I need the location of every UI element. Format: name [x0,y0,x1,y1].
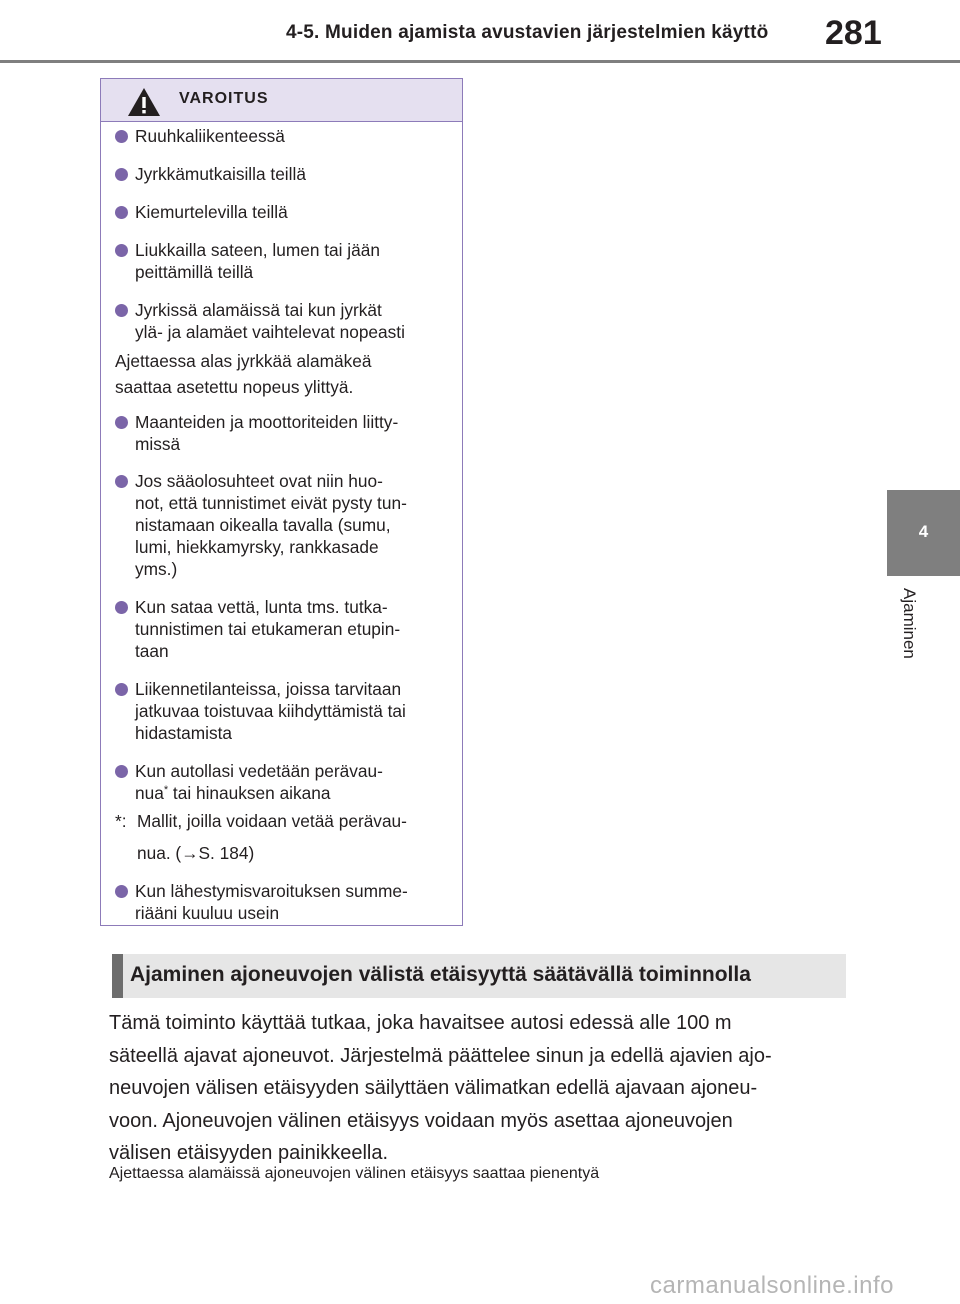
list-item: Liukkailla sateen, lumen tai jään peittämillä teillä [115,239,455,283]
footnote-reference: * [163,784,169,796]
footnote-mark: *: [115,811,127,831]
chapter-number: 4 [918,522,929,541]
list-item: Maanteiden ja moottoriteiden liitty- missä [115,411,455,455]
list-item: Jyrkissä alamäissä tai kun jyrkät ylä- ja alamäet vaihtelevat nopeasti [115,299,455,343]
warning-title: VAROITUS [179,90,269,107]
bullet-icon [115,304,128,317]
page-reference-arrow-icon: → [181,843,199,863]
warning-header [101,79,462,122]
body-paragraph: Tämä toiminto käyttää tutkaa, joka havaitsee autosi edessä alle 100 m säteellä ajavat ajoneuvot. Järjestelmä päättelee sinun ja edellä ajavien ajo- neuvojen välisen etäisyyden säilyttäen välimatkan edellä ajavaan ajoneu- voon. Ajoneuvojen välinen etäisyys voidaan myös asettaa ajoneuvojen välisen etäisyyden painikkeella. [109,1012,772,1165]
page-number: 281 [825,14,882,52]
bullet-icon [115,416,128,429]
chapter-tab [887,490,960,576]
bullet-icon [115,601,128,614]
bullet-icon [115,168,128,181]
bullet-icon [115,475,128,488]
bullet-icon [115,885,128,898]
list-item: Kun sataa vettä, lunta tms. tutka- tunnistimen tai etukameran etupin- taan [115,596,455,662]
list-item: Kun lähestymisvaroituksen summe- riääni kuuluu usein [115,880,455,924]
list-item: Liikennetilanteissa, joissa tarvitaan jatkuvaa toistuvaa kiihdyttämistä tai hidastamista [115,678,455,744]
list-item: Kun autollasi vedetään perävau- nua* tai hinauksen aikana [115,760,455,804]
note-text: Ajettaessa alamäissä ajoneuvojen välinen etäisyys saattaa pienentyä [109,1165,600,1182]
list-item: Ruuhkaliikenteessä [115,125,455,147]
section-accent [112,954,123,998]
warning-box [100,78,463,926]
bullet-icon [115,130,128,143]
warning-list [115,123,455,924]
footnote: *: Mallit, joilla voidaan vetää perävau- nua. (→S. 184) [115,811,407,863]
list-item: Kiemurtelevilla teillä [115,201,455,223]
bullet-icon [115,683,128,696]
bullet-icon [115,206,128,219]
warning-paragraph: Ajettaessa alas jyrkkää alamäkeä saattaa asetettu nopeus ylittyä. [115,351,372,397]
header-rule [0,60,960,63]
chapter-label: Ajaminen [900,588,919,659]
page-reference-link[interactable]: S. 184) [198,843,255,863]
warning-triangle-icon [126,86,162,118]
section-title: Ajaminen ajoneuvojen välistä etäisyyttä säätävällä toiminnolla [130,963,751,986]
bullet-icon [115,244,128,257]
list-item: Jos sääolosuhteet ovat niin huo- not, että tunnistimet eivät pysty tun- nistamaan oikealla tavalla (sumu, lumi, hiekkamyrsky, rankkasade yms.) [115,470,455,580]
list-item: Jyrkkämutkaisilla teillä [115,163,455,185]
section-heading [112,954,846,998]
running-header: 4-5. Muiden ajamista avustavien järjestelmien käyttö [286,22,769,43]
bullet-icon [115,765,128,778]
watermark: carmanualsonline.info [650,1272,894,1299]
